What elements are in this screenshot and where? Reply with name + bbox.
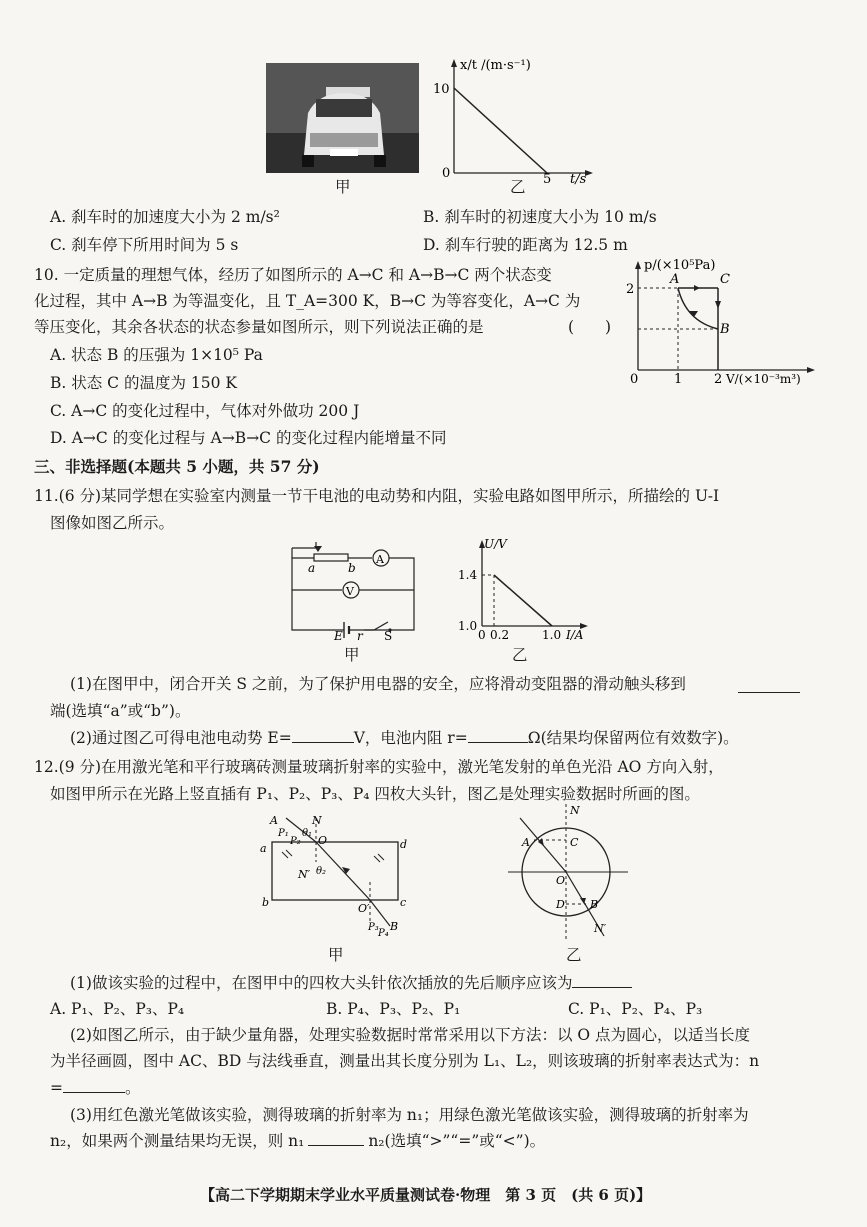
circle-D: D: [556, 898, 565, 911]
section3-heading: 三、非选择题(本题共 5 小题，共 57 分): [34, 457, 320, 476]
pv-xlabel: V/(×10⁻³m³): [726, 372, 801, 386]
q9-option-c: C. 刹车停下所用时间为 5 s: [50, 236, 239, 254]
circle-A: A: [522, 836, 530, 849]
ui-x2: 1.0: [542, 628, 562, 642]
q12-option-c: C. P₁、P₂、P₄、P₃: [568, 1000, 703, 1018]
q12-sub2d: 。: [125, 1079, 141, 1097]
q12-blank1[interactable]: [572, 987, 632, 988]
q11-sub2c: Ω(结果均保留两位有效数字)。: [527, 729, 739, 747]
q11-sub1b: 端(选填“a”或“b”)。: [50, 702, 191, 720]
q12-sub3-line2: [50, 1132, 545, 1151]
pv-origin: 0: [630, 372, 639, 387]
car-photo: [266, 63, 419, 173]
q10-option-c: C. A→C 的变化过程中，气体对外做功 200 J: [50, 402, 360, 420]
pv-B: B: [720, 322, 730, 337]
glass-a: a: [260, 842, 267, 855]
q12-sub1-text: (1)做该实验的过程中，在图甲中的四枚大头针依次插放的先后顺序应该为: [70, 974, 573, 992]
q10-line3: 等压变化，其余各状态的状态参量如图所示，则下列说法正确的是: [34, 318, 484, 336]
q12-option-a: A. P₁、P₂、P₃、P₄: [50, 1000, 185, 1018]
ui-ylabel: U/V: [484, 538, 507, 551]
q11-sub2: [70, 729, 739, 748]
glass-diagram: [256, 812, 416, 942]
q10-option-b: B. 状态 C 的温度为 150 K: [50, 374, 237, 392]
pv-ylabel: p/(×10⁵Pa): [644, 258, 716, 273]
q12-option-b: B. P₄、P₃、P₂、P₁: [326, 1000, 461, 1018]
pv-x1: 1: [674, 372, 683, 387]
circle-O: O: [556, 874, 566, 887]
pv-x2: 2: [714, 372, 723, 387]
circle-B: B: [590, 898, 599, 911]
ui-x0: 0: [478, 628, 486, 642]
ui-caption: 乙: [512, 646, 528, 664]
circuit-ammeter: A: [376, 553, 384, 566]
glass-P1: P₁: [278, 828, 289, 839]
q12-blank-n[interactable]: [63, 1092, 125, 1093]
q11-line1: 11.(6 分)某同学想在实验室内测量一节干电池的电动势和内阻，实验电路如图甲所示，所描绘的 U-I: [34, 487, 720, 505]
q12-line1: 12.(9 分)在用激光笔和平行玻璃砖测量玻璃折射率的实验中，激光笔发射的单色光沿 AO 方向入射，: [34, 758, 724, 776]
q10-line1: 10. 一定质量的理想气体，经历了如图所示的 A→C 和 A→B→C 两个状态变: [34, 266, 552, 284]
glass-theta1: θ₁: [302, 828, 313, 839]
q10-line2: 化过程，其中 A→B 为等温变化，且 T_A=300 K，B→C 为等容变化，A→C 为: [34, 292, 581, 310]
pv-ytick: 2: [626, 282, 635, 297]
pv-C: C: [720, 272, 730, 287]
graph-ui: [452, 538, 602, 643]
q12-sub2b: 为半径画圆，图中 AC、BD 与法线垂直，测量出其长度分别为 L₁、L₂，则该玻璃的折射率表达式为：n: [50, 1052, 760, 1070]
q11-sub2a: (2)通过图乙可得电池电动势 E=: [70, 729, 292, 747]
q12-sub2c: =: [50, 1079, 63, 1097]
ui-y0: 1.0: [458, 619, 478, 633]
q12-line2: 如图甲所示在光路上竖直插有 P₁、P₂、P₃、P₄ 四枚大头针，图乙是处理实验数据时所画的图。: [50, 785, 700, 803]
circle-diagram: [504, 800, 634, 950]
glass-d: d: [400, 838, 408, 851]
circuit-voltmeter: V: [346, 585, 354, 598]
glass-P2: P₂: [290, 836, 301, 847]
xt-ytick: 10: [433, 82, 450, 97]
q12-sub3b: n₂，如果两个测量结果均无误，则 n₁: [50, 1132, 305, 1150]
page-footer: 【高二下学期期末学业水平质量测试卷·物理 第 3 页 (共 6 页)】: [200, 1186, 652, 1204]
glass-N2: N′: [298, 868, 311, 881]
glass-O2: O′: [358, 902, 370, 915]
q11-blank1[interactable]: [738, 692, 800, 693]
q11-blank-E[interactable]: [292, 742, 354, 743]
graph-pv: [626, 255, 826, 390]
glass-theta2: θ₂: [316, 866, 327, 877]
circuit-E: E: [334, 629, 343, 643]
glass-N: N: [312, 814, 322, 827]
q11-blank-r[interactable]: [468, 742, 528, 743]
circuit-caption: 甲: [344, 646, 360, 664]
q11-sub1a: (1)在图甲中，闭合开关 S 之前，为了保护用电器的安全，应将滑动变阻器的滑动触头移到: [70, 675, 686, 693]
car-image: [266, 63, 419, 173]
q10-paren: ( ): [568, 318, 612, 336]
glass-P3: P₃: [368, 922, 379, 933]
q9-option-a: A. 刹车时的加速度大小为 2 m/s²: [50, 208, 280, 226]
circuit-a: a: [308, 561, 316, 575]
circuit-S: S: [384, 629, 393, 643]
glass-B: B: [390, 920, 399, 933]
glass-caption: 甲: [328, 946, 344, 964]
ui-y1: 1.4: [458, 568, 478, 582]
q10-option-a: A. 状态 B 的压强为 1×10⁵ Pa: [50, 346, 263, 364]
q12-sub1: [70, 974, 632, 993]
xt-xlabel: t/s: [570, 172, 587, 187]
q9-option-b: B. 刹车时的初速度大小为 10 m/s: [423, 208, 657, 226]
glass-P4: P₄: [378, 928, 389, 939]
xt-origin: 0: [442, 166, 451, 181]
q9-option-d: D. 刹车行驶的距离为 12.5 m: [423, 236, 628, 254]
q12-sub2-line3: [50, 1079, 141, 1098]
xt-ylabel: x/t /(m·s⁻¹): [460, 58, 531, 73]
q12-blank-compare[interactable]: [308, 1145, 364, 1146]
glass-b: b: [262, 896, 270, 909]
circuit-diagram: [284, 538, 424, 643]
graph-xt: [430, 55, 600, 190]
pv-A: A: [670, 272, 680, 287]
glass-A: A: [270, 814, 278, 827]
q12-sub3c: n₂(选填“>”“=”或“<”)。: [368, 1132, 546, 1150]
car-caption: 甲: [335, 178, 351, 196]
q12-sub2a: (2)如图乙所示，由于缺少量角器，处理实验数据时常常采用以下方法：以 O 点为圆心，以适当长度: [70, 1026, 751, 1044]
q10-option-d: D. A→C 的变化过程与 A→B→C 的变化过程内能增量不同: [50, 429, 447, 447]
circuit-r: r: [357, 629, 363, 643]
circle-N: N: [570, 804, 580, 817]
circle-caption: 乙: [566, 946, 582, 964]
q12-sub3a: (3)用红色激光笔做该实验，测得玻璃的折射率为 n₁；用绿色激光笔做该实验，测得玻璃的折射率为: [70, 1106, 749, 1124]
glass-c: c: [400, 896, 407, 909]
q11-sub2b: V，电池内阻 r=: [353, 729, 468, 747]
ui-xlabel: I/A: [566, 628, 584, 642]
xt-caption: 乙: [510, 178, 526, 196]
q11-line2: 图像如图乙所示。: [50, 514, 175, 532]
circle-C: C: [570, 836, 579, 849]
circuit-b: b: [348, 561, 356, 575]
ui-x1: 0.2: [490, 628, 510, 642]
circle-N2: N′: [594, 922, 607, 935]
glass-O: O: [318, 834, 328, 847]
xt-xtick: 5: [543, 172, 552, 187]
